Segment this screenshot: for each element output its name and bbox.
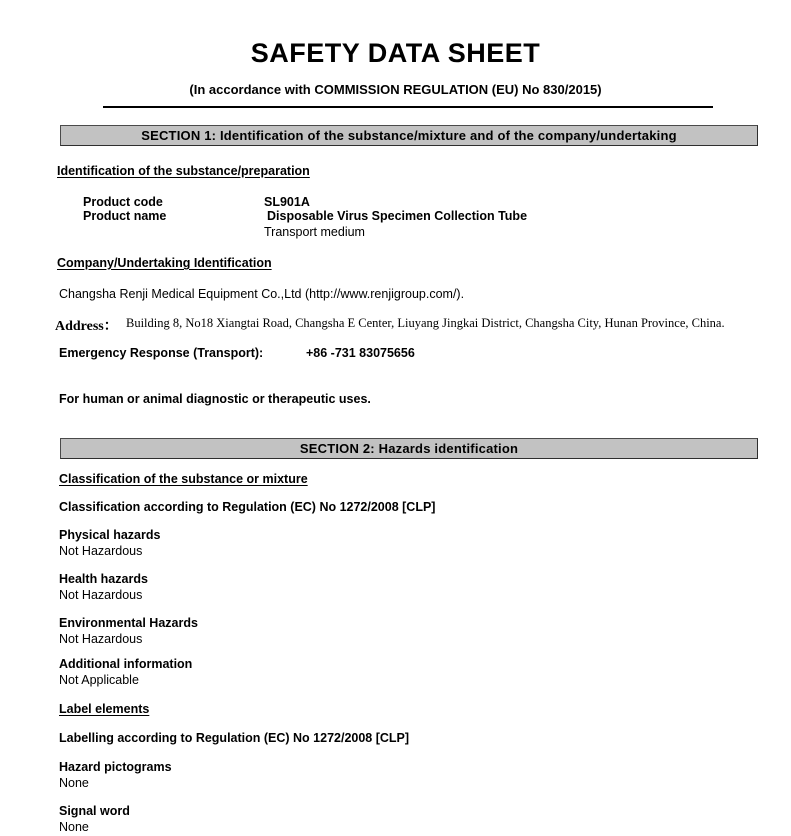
hazard-value-health: Not Hazardous (59, 588, 143, 602)
product-code-label: Product code (83, 195, 163, 209)
label-item-label-signal-word: Signal word (59, 804, 130, 818)
label-item-value-hazard-pictograms: None (59, 776, 89, 790)
product-name-label: Product name (83, 209, 167, 223)
hazard-label-physical: Physical hazards (59, 528, 161, 542)
identification-heading: Identification of the substance/preparation (57, 164, 310, 178)
emergency-response-label: Emergency Response (Transport): (59, 346, 264, 360)
classification-regulation: Classification according to Regulation (EC) No 1272/2008 [CLP] (59, 500, 436, 514)
product-name-subtitle: Transport medium (264, 225, 365, 239)
company-name-and-website: Changsha Renji Medical Equipment Co.,Ltd (http://www.renjigroup.com/). (59, 287, 465, 301)
company-identification-heading: Company/Undertaking Identification (57, 256, 272, 270)
section-1-header: SECTION 1: Identification of the substance/mixture and of the company/undertaking (60, 125, 758, 146)
hazard-value-additional-information: Not Applicable (59, 673, 139, 687)
product-name-value: Disposable Virus Specimen Collection Tube (267, 209, 528, 223)
page-subtitle: (In accordance with COMMISSION REGULATION (EU) No 830/2015) (189, 82, 602, 97)
label-item-label-hazard-pictograms: Hazard pictograms (59, 760, 172, 774)
labelling-regulation: Labelling according to Regulation (EC) No 1272/2008 [CLP] (59, 731, 410, 745)
label-item-value-signal-word: None (59, 820, 89, 834)
intended-use-statement: For human or animal diagnostic or therapeutic uses. (59, 392, 371, 406)
section-2-header: SECTION 2: Hazards identification (60, 438, 758, 459)
address-value: Building 8, No18 Xiangtai Road, Changsha E Center, Liuyang Jingkai District, Changsha City, Hunan Province, China. (126, 316, 725, 330)
label-elements-heading: Label elements (59, 702, 150, 716)
product-code-value: SL901A (264, 195, 310, 209)
hazard-value-physical: Not Hazardous (59, 544, 143, 558)
page-title: SAFETY DATA SHEET (250, 38, 541, 68)
emergency-response-value: +86 -731 83075656 (306, 346, 415, 360)
hazard-label-health: Health hazards (59, 572, 148, 586)
hazard-value-environmental: Not Hazardous (59, 632, 143, 646)
hazard-label-additional-information: Additional information (59, 657, 193, 671)
hazard-label-environmental: Environmental Hazards (59, 616, 198, 630)
title-divider (103, 106, 713, 108)
address-label: Address： (55, 319, 118, 334)
classification-heading: Classification of the substance or mixture (59, 472, 308, 486)
